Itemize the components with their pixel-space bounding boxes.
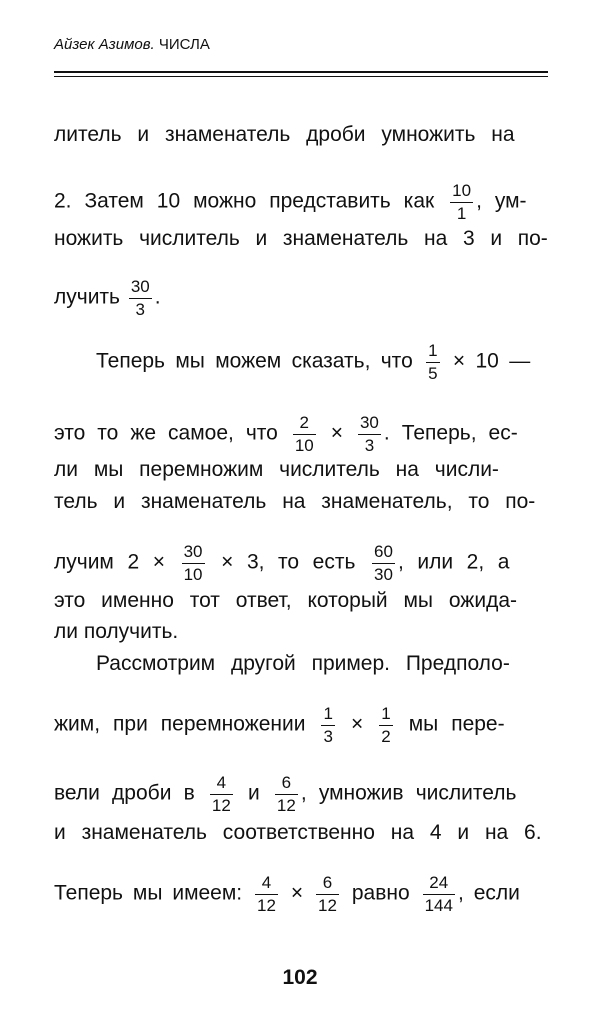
text-line-13: жим, при перемножении $\frac{1}{3}$ × $\frac{1}{2}$ мы пере- — [54, 704, 505, 746]
fraction: $\frac{10}{1}$ — [452, 181, 472, 223]
text-line-9: лучим 2 × $\frac{30}{10}$ × 3, то есть $\frac{60}{30}$ , или 2, а — [54, 542, 510, 584]
fraction: $\frac{30}{10}$ — [183, 542, 203, 584]
text-line-14: вели дроби в $\frac{4}{12}$ и $\frac{6}{12}$ , умножив числитель — [54, 773, 517, 815]
header-rule-thick — [54, 71, 548, 73]
header-rule-thin — [54, 76, 548, 77]
text-line-11: ли получить. — [54, 620, 179, 643]
text-line-5: Теперь мы можем сказать, что $\frac{1}{5}$ × 10 — — [96, 341, 531, 383]
text-line-3: ножить числитель и знаменатель на 3 и по- — [54, 227, 548, 250]
text-line-10: это именно тот ответ, который мы ожида- — [54, 589, 518, 612]
fraction: $\frac{6}{12}$ — [276, 773, 296, 815]
fraction: $\frac{30}{3}$ — [130, 277, 150, 319]
fraction: $\frac{1}{5}$ — [428, 341, 438, 383]
text-line-12: Рассмотрим другой пример. Предполо- — [96, 652, 510, 675]
text-line-15: и знаменатель соответственно на 4 и на 6. — [54, 821, 542, 844]
text-line-6: это то же самое, что $\frac{2}{10}$ × $\frac{30}{3}$ . Теперь, ес- — [54, 413, 518, 455]
header-author: Айзек Азимов. — [54, 36, 155, 53]
header-title: ЧИСЛА — [158, 36, 210, 53]
running-header — [54, 36, 210, 53]
text-line-2: 2. Затем 10 можно представить как $\frac{10}{1}$ , ум- — [54, 181, 527, 223]
page-number: 102 — [282, 966, 318, 989]
fraction: $\frac{1}{2}$ — [381, 704, 391, 746]
fraction: $\frac{1}{3}$ — [323, 704, 333, 746]
fraction: $\frac{4}{12}$ — [211, 773, 231, 815]
fraction: $\frac{4}{12}$ — [257, 873, 276, 915]
text-line-8: тель и знаменатель на знаменатель, то по- — [54, 490, 536, 513]
text-line-16: Теперь мы имеем: $\frac{4}{12}$ × $\frac{6}{12}$ равно $\frac{24}{144}$ , если — [54, 873, 520, 915]
text-line-7: ли мы перемножим числитель на числи- — [54, 458, 499, 481]
fraction: $\frac{2}{10}$ — [294, 413, 314, 455]
fraction: $\frac{24}{144}$ — [424, 873, 453, 915]
fraction: $\frac{60}{30}$ — [374, 542, 393, 584]
text-line-1: литель и знаменатель дроби умножить на — [54, 123, 515, 146]
fraction: $\frac{6}{12}$ — [318, 873, 337, 915]
text-line-4: лучить $\frac{30}{3}$ . — [54, 277, 161, 319]
fraction: $\frac{30}{3}$ — [359, 413, 379, 455]
